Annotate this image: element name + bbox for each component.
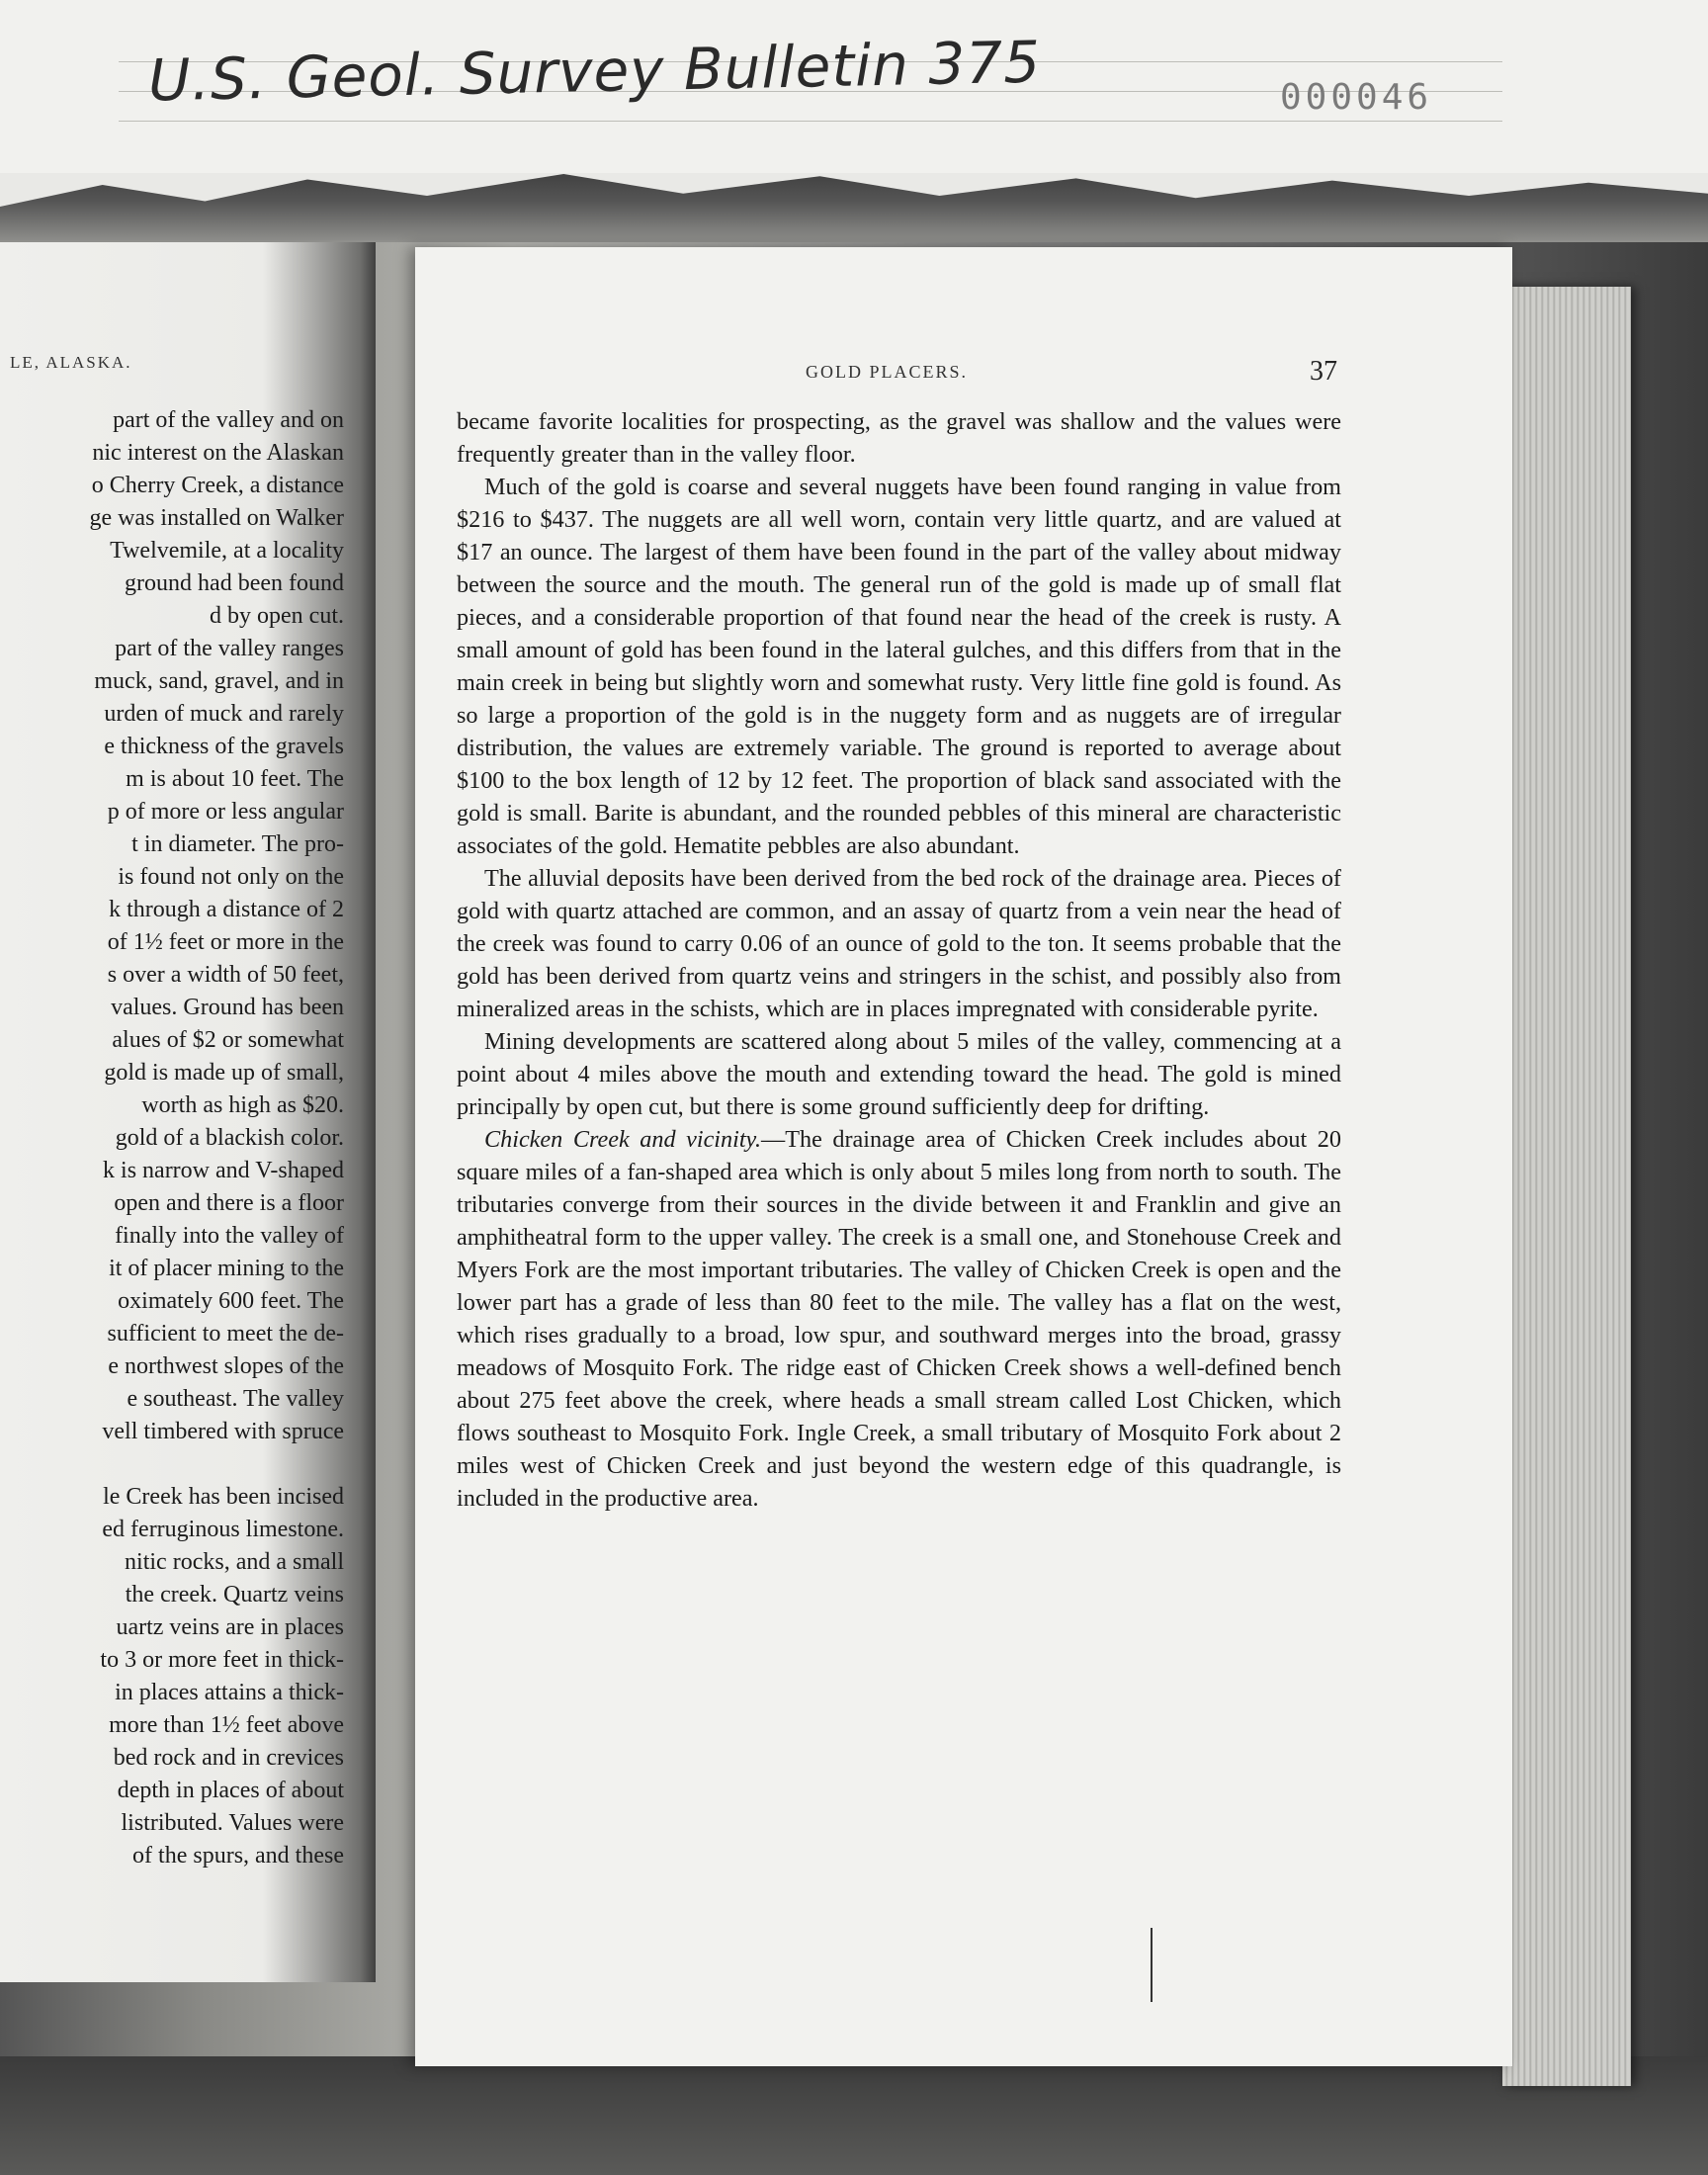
left-page-line: ground had been found bbox=[125, 570, 344, 596]
page-crease bbox=[1151, 1928, 1153, 2002]
body-text bbox=[457, 405, 1341, 1515]
section-paragraph bbox=[457, 1123, 1341, 1515]
right-page bbox=[415, 247, 1512, 2066]
left-page-line: is found not only on the bbox=[118, 864, 344, 890]
left-page-line: ge was installed on Walker bbox=[89, 505, 344, 531]
left-page-line: d by open cut. bbox=[210, 603, 344, 629]
left-page-line: m is about 10 feet. The bbox=[126, 766, 344, 792]
page-number: 37 bbox=[1310, 356, 1337, 387]
left-page-line: e southeast. The valley bbox=[127, 1386, 344, 1412]
page-edges bbox=[1502, 287, 1631, 2086]
left-page-line: sufficient to meet the de- bbox=[107, 1321, 344, 1347]
left-page-line: le Creek has been incised bbox=[103, 1484, 344, 1510]
left-page-line: more than 1½ feet above bbox=[109, 1712, 344, 1738]
left-page-line: e northwest slopes of the bbox=[108, 1353, 344, 1379]
left-page-line: finally into the valley of bbox=[115, 1223, 344, 1249]
left-page bbox=[0, 242, 376, 1982]
left-page-line: of the spurs, and these bbox=[132, 1843, 344, 1869]
left-page-line: uartz veins are in places bbox=[116, 1614, 344, 1640]
left-page-line: alues of $2 or somewhat bbox=[112, 1027, 344, 1053]
left-page-line: depth in places of about bbox=[117, 1778, 344, 1803]
left-running-head: LE, ALASKA. bbox=[10, 353, 132, 372]
left-page-line: nic interest on the Alaskan bbox=[92, 440, 344, 466]
paragraph: became favorite localities for prospecting, as the gravel was shallow and the values were frequently greater than in the valley floor. bbox=[457, 408, 1341, 468]
left-page-line: t in diameter. The pro- bbox=[131, 831, 344, 857]
left-page-line: of 1½ feet or more in the bbox=[107, 929, 344, 955]
left-page-line: worth as high as $20. bbox=[141, 1092, 344, 1118]
header-strip bbox=[0, 0, 1708, 173]
paragraph: Mining developments are scattered along about 5 miles of the valley, commencing at a point about 4 miles above the mouth and extending toward the head. The gold is mined principally by open cut, but there is some ground sufficiently deep for drifting. bbox=[457, 1028, 1341, 1120]
left-page-line: nitic rocks, and a small bbox=[125, 1549, 344, 1575]
left-page-line: gold of a blackish color. bbox=[115, 1125, 344, 1151]
left-page-line: in places attains a thick- bbox=[115, 1680, 344, 1705]
left-page-line: p of more or less angular bbox=[107, 799, 344, 825]
left-page-line: k through a distance of 2 bbox=[109, 897, 344, 922]
left-page-line: gold is made up of small, bbox=[104, 1060, 344, 1086]
left-page-line: oximately 600 feet. The bbox=[118, 1288, 344, 1314]
left-page-line: k is narrow and V-shaped bbox=[103, 1158, 344, 1183]
left-page-line: muck, sand, gravel, and in bbox=[94, 668, 344, 694]
left-page-line: open and there is a floor bbox=[114, 1190, 344, 1216]
left-page-line: Twelvemile, at a locality bbox=[110, 538, 344, 564]
section-text: —The drainage area of Chicken Creek includes about 20 square miles of a fan-shaped area which is only about 5 miles long from north to south. The tributaries converge from their sources in the divide between it and Franklin and give an amphitheatral form to the upper valley. The creek is a small one, and Stonehouse Creek and Myers Fork are the most important tributaries. The valley of Chicken Creek is open and the lower part has a grade of less than 80 feet to the mile. The valley has a flat on the west, which rises gradually to a broad, low spur, and southward merges into the broad, grassy meadows of Mosquito Fork. The ridge east of Chicken Creek shows a well-defined bench about 275 feet above the creek, where heads a small stream called Lost Chicken, which flows southeast to Mosquito Fork. Ingle Creek, a small tributary of Mosquito Fork about 2 miles west of Chicken Creek and just beyond the western edge of this quadrangle, is included in the productive area. bbox=[457, 1126, 1341, 1512]
paragraph: The alluvial deposits have been derived from the bed rock of the drainage area. Pieces of gold with quartz attached are common, and an assay of quartz from a vein near the head of the creek was found to carry 0.06 of an ounce of gold to the ton. It seems probable that the gold has been derived from quartz veins and stringers in the schist, and possibly also from mineralized areas in the schists, which are in places impregnated with considerable pyrite. bbox=[457, 865, 1341, 1022]
left-page-line bbox=[8, 1448, 344, 1481]
bottom-shadow bbox=[0, 2056, 1708, 2175]
left-page-text bbox=[8, 404, 344, 1872]
running-head: GOLD PLACERS. bbox=[806, 362, 969, 382]
left-page-line: bed rock and in crevices bbox=[113, 1745, 344, 1771]
left-page-line: to 3 or more feet in thick- bbox=[100, 1647, 344, 1673]
handwritten-title: U.S. Geol. Survey Bulletin 375 bbox=[147, 28, 1042, 115]
left-page-line: e thickness of the gravels bbox=[104, 734, 344, 759]
left-page-line: listributed. Values were bbox=[121, 1810, 344, 1836]
left-page-line: ed ferruginous limestone. bbox=[102, 1517, 344, 1542]
section-heading: Chicken Creek and vicinity. bbox=[484, 1126, 762, 1153]
left-page-line: part of the valley and on bbox=[113, 407, 344, 433]
stamp-number: 000046 bbox=[1280, 77, 1433, 118]
ruled-line bbox=[119, 121, 1502, 122]
left-page-line: part of the valley ranges bbox=[115, 636, 344, 661]
left-page-line: the creek. Quartz veins bbox=[125, 1582, 344, 1608]
left-page-line: urden of muck and rarely bbox=[104, 701, 344, 727]
left-page-line: it of placer mining to the bbox=[109, 1256, 344, 1281]
left-page-line: values. Ground has been bbox=[111, 995, 344, 1020]
left-page-line: o Cherry Creek, a distance bbox=[91, 473, 344, 498]
left-page-line: s over a width of 50 feet, bbox=[107, 962, 344, 988]
left-page-line: vell timbered with spruce bbox=[102, 1419, 344, 1444]
paragraph: Much of the gold is coarse and several nuggets have been found ranging in value from $216 to $437. The nuggets are all well worn, contain very little quartz, and are valued at $17 an ounce. The largest of them have been found in the part of the valley about midway between the source and the mouth. The general run of the gold is made up of small flat pieces, and a considerable proportion of that found near the head of the creek is rusty. A small amount of gold has been found in the lateral gulches, and this differs from that in the main creek in being but slightly worn and somewhat rusty. Very little fine gold is found. As so large a proportion of the gold is in the nuggety form and as nuggets are of irregular distribution, the values are extremely variable. The ground is reported to average about $100 to the box length of 12 by 12 feet. The proportion of black sand associated with the gold is small. Barite is abundant, and the rounded pebbles of this mineral are characteristic associates of the gold. Hematite pebbles are also abundant. bbox=[457, 474, 1341, 859]
